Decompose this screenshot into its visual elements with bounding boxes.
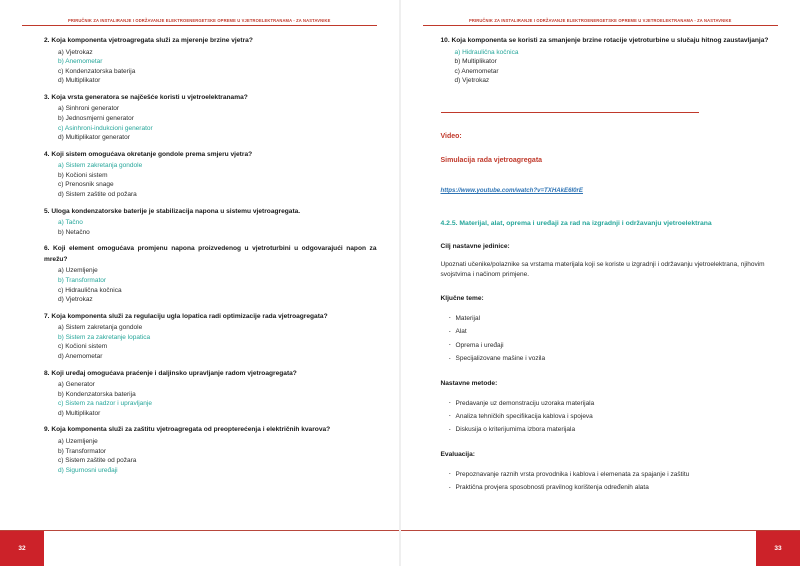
footer-rule [401,530,800,531]
question-text: 5. Uloga kondenzatorske baterije je stabilizacija napona u sistemu vjetroagregata. [44,207,301,215]
option: d) Sistem zaštite od požara [58,191,137,199]
question-item [44,312,377,362]
page-left [0,0,399,566]
option-list [44,104,377,142]
option: c) Hidraulična kočnica [58,286,122,294]
video-title: Simulacija rada vjetroagregata [440,156,543,164]
option-correct: b) Anemometar [58,58,103,66]
option: a) Sinhroni generator [58,105,120,113]
option: d) Anemometar [58,352,103,360]
option: b) Multiplikator [454,58,497,66]
option-correct: b) Sistem za zakretanje lopatica [58,333,151,341]
page-footer-right [401,530,800,566]
option: a) Vjetrokaz [58,48,93,56]
option: c) Kondenzatorska baterija [58,67,136,75]
question-text: 9. Koja komponenta služi za zaštitu vjetroagregata od preopterećenja i električnih kvarova? [44,426,331,434]
option-list [44,218,377,237]
page-footer-left [0,530,399,566]
section-heading: 4.2.5. Materijal, alat, oprema i uređaji za rad na izgradnji i održavanju vjetroelektrana [440,219,712,227]
option: d) Multiplikator [58,77,101,85]
running-header-rule [22,25,377,26]
option: b) Kočioni sistem [58,171,108,179]
option-list [44,48,377,86]
option: a) Generator [58,381,95,389]
option-correct: d) Sigurnosni uređaji [58,466,118,474]
bullet-item: · Oprema i uređaji [449,339,779,352]
running-header-rule [423,25,779,26]
running-header-text: PRIRUČNIK ZA INSTALIRANJE I ODRŽAVANJE ELEKTROENERGETSKE OPREME U VJETROELEKTRANAMA - ZA NASTAVNIKE [67,18,331,23]
option-list [44,380,377,418]
methods-list [441,397,779,437]
topics-label: Ključne teme: [440,294,484,302]
option: a) Uzemljenje [58,267,98,275]
bullet-item: · Analiza tehničkih specifikacija kablova i spojeva [449,410,779,423]
bullet-item: · Predavanje uz demonstraciju uzoraka materijala [449,397,779,410]
option-list [441,48,779,86]
option-correct: c) Asinhroni-indukcioni generator [58,124,153,132]
section-divider [441,112,699,113]
option-correct: a) Tačno [58,219,83,227]
video-label: Video: [440,132,462,140]
topics-list [441,312,779,366]
bullet-item: · Praktična provjera sposobnosti pravilnog korištenja određenih alata [449,481,779,494]
methods-label: Nastavne metode: [440,379,498,387]
question-text: 7. Koja komponenta služi za regulaciju ugla lopatica radi optimizacije rada vjetroagregata? [44,312,328,320]
left-page-content [44,36,377,482]
question-list-left [44,36,377,475]
option: c) Kočioni sistem [58,343,108,351]
question-item [441,36,779,86]
option-list [44,437,377,475]
option: c) Sistem zaštite od požara [58,457,137,465]
option-list [44,266,377,304]
goal-text: Upoznati učenike/polaznike sa vrstama materijala koji se koriste u izgradnji i održavanju vjetroelektrana, njihovim svojstvima i načinom primjene. [440,260,765,279]
option: d) Vjetrokaz [454,77,490,85]
option: b) Jednosmjerni generator [58,114,134,122]
option: b) Kondenzatorska baterija [58,390,136,398]
footer-rule [0,530,399,531]
option-correct: c) Sistem za nadzor i upravljanje [58,400,152,408]
question-item [44,369,377,419]
option-correct: a) Hidraulična kočnica [454,48,519,56]
bullet-item: · Alat [449,325,779,338]
option: c) Prenosnik snage [58,181,114,189]
option: d) Vjetrokaz [58,296,93,304]
question-item [44,425,377,475]
option-list [44,161,377,199]
running-header-text: PRIRUČNIK ZA INSTALIRANJE I ODRŽAVANJE ELEKTROENERGETSKE OPREME U VJETROELEKTRANAMA - ZA NASTAVNIKE [468,18,732,23]
right-page-content [441,36,779,509]
evaluation-label: Evaluacija: [440,450,475,458]
question-text: 10. Koja komponenta se koristi za smanjenje brzine rotacije vjetroturbine u slučaju hitnog zaustavljanja? [440,37,769,44]
video-link[interactable]: https://www.youtube.com/watch?v=TXHAkE6I0rE [440,186,583,194]
evaluation-list [441,468,779,495]
page-number-badge: 32 [0,531,44,566]
option: a) Uzemljenje [58,437,98,445]
question-item [44,93,377,143]
question-text: 2. Koja komponenta vjetroagregata služi za mjerenje brzine vjetra? [44,37,253,44]
option: c) Anemometar [454,67,499,75]
bullet-item: · Specijalizovane mašine i vozila [449,352,779,365]
running-header-right [423,18,779,26]
option-correct: b) Transformator [58,276,107,284]
goal-label: Cilj nastavne jedinice: [440,242,510,250]
question-text: 3. Koja vrsta generatora se najčešće koristi u vjetroelektranama? [44,93,248,101]
bullet-item: · Diskusija o kriterijumima izbora materijala [449,423,779,436]
question-text: 6. Koji element omogućava promjenu napona proizvedenog u vjetroturbini u odgovarajući napon za mrežu? [44,245,377,263]
question-text: 4. Koji sistem omogućava okretanje gondole prema smjeru vjetra? [44,150,253,158]
page-right [401,0,800,566]
question-item [44,150,377,200]
question-item [44,244,377,304]
option-list [44,323,377,361]
question-item [44,207,377,238]
question-item [44,36,377,86]
option: b) Transformator [58,447,107,455]
option: a) Sistem zakretanja gondole [58,324,143,332]
running-header-left [22,18,377,26]
page-number-badge: 33 [756,531,800,566]
question-text: 8. Koji uređaj omogućava praćenje i daljinsko upravljanje radom vjetroagregata? [44,369,297,377]
option-correct: a) Sistem zakretanja gondole [58,162,143,170]
bullet-item: · Materijal [449,312,779,325]
option: d) Multiplikator [58,409,101,417]
option: d) Multiplikator generator [58,134,130,142]
bullet-item: · Prepoznavanje raznih vrsta provodnika i kablova i elemenata za spajanje i zaštitu [449,468,779,481]
option: b) Netačno [58,228,90,236]
